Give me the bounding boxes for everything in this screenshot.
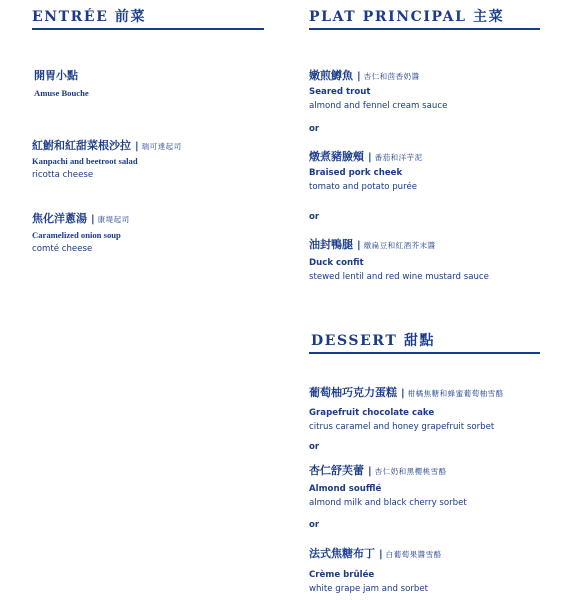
entree-item-1-en: Amuse Bouche (34, 88, 89, 98)
dessert-item-3-en-sub: white grape jam and sorbet (309, 584, 429, 594)
plat-item-1-en: Seared trout (309, 87, 371, 97)
plat-item-3-zh (309, 236, 436, 252)
dessert-item-2-en-sub: almond milk and black cherry sorbet (309, 498, 467, 508)
or-separator: or (309, 520, 320, 530)
separator-bar: | (357, 240, 361, 251)
dish-sub-zh: 杏仁和茴香奶醬 (363, 72, 420, 81)
dessert-item-2-en: Almond soufflé (309, 484, 382, 494)
plat-item-1-zh (309, 67, 420, 83)
dish-sub-zh: 柑橘焦糖和蜂蜜葡萄柚雪酪 (407, 389, 504, 398)
or-separator: or (309, 124, 320, 134)
dessert-item-1-en: Grapefruit chocolate cake (309, 408, 435, 418)
dish-name-zh: 嫩煎鱒魚 (309, 69, 353, 82)
dish-sub-zh: 燉扁豆和紅酒芥末醬 (363, 241, 436, 250)
dish-sub-zh: 瑞可達起司 (141, 142, 182, 151)
dish-name-zh: 燉煮豬臉頰 (309, 150, 364, 163)
dish-sub-zh: 白葡萄果醬雪酪 (385, 550, 442, 559)
separator-bar: | (91, 214, 95, 225)
or-separator: or (309, 212, 320, 222)
dessert-heading: DESSERT 甜點 (311, 333, 436, 349)
entree-item-3-en: Caramelized onion soup (32, 230, 121, 240)
separator-bar: | (368, 152, 372, 163)
dessert-item-1-en-sub: citrus caramel and honey grapefruit sorbet (309, 422, 495, 432)
separator-bar: | (368, 466, 372, 477)
plat-item-2-en: Braised pork cheek (309, 168, 403, 178)
entree-item-3-zh (32, 210, 130, 226)
plat-item-3-en: Duck confit (309, 258, 364, 268)
dish-name-zh: 紅鮒和紅甜菜根沙拉 (32, 139, 131, 152)
dessert-item-2-zh (309, 462, 447, 478)
entree-divider (32, 28, 264, 30)
entree-item-1-zh (34, 67, 78, 83)
dish-name-zh: 開胃小點 (34, 69, 78, 82)
separator-bar: | (357, 71, 361, 82)
dish-name-zh: 焦化洋蔥湯 (32, 212, 87, 225)
entree-item-3-en-sub: comté cheese (32, 244, 93, 254)
or-separator: or (309, 442, 320, 452)
dish-name-zh: 法式焦糖布丁 (309, 547, 375, 560)
dish-name-zh: 杏仁舒芙蕾 (309, 464, 364, 477)
plat-item-2-zh (309, 148, 423, 164)
plat-item-2-en-sub: tomato and potato purée (309, 182, 418, 192)
plat-item-3-en-sub: stewed lentil and red wine mustard sauce (309, 272, 489, 282)
dessert-item-3-zh (309, 545, 442, 561)
entree-item-2-en: Kanpachi and beetroot salad (32, 156, 138, 166)
entree-item-2-zh (32, 137, 182, 153)
separator-bar: | (135, 141, 139, 152)
entree-item-2-en-sub: ricotta cheese (32, 170, 94, 180)
plat-item-1-en-sub: almond and fennel cream sauce (309, 101, 448, 111)
plat-divider (309, 28, 540, 30)
separator-bar: | (401, 388, 405, 399)
dish-name-zh: 油封鴨腿 (309, 238, 353, 251)
entree-heading: ENTRÉE 前菜 (32, 9, 147, 25)
dish-name-zh: 葡萄柚巧克力蛋糕 (309, 386, 397, 399)
separator-bar: | (379, 549, 383, 560)
dessert-divider (309, 352, 540, 354)
plat-heading: PLAT PRINCIPAL 主菜 (309, 9, 505, 25)
dish-sub-zh: 康堤起司 (97, 215, 130, 224)
dessert-item-1-zh (309, 384, 504, 400)
dish-sub-zh: 番茄和洋芋泥 (374, 153, 423, 162)
dish-sub-zh: 杏仁奶和黑櫻桃雪酪 (374, 467, 447, 476)
dessert-item-3-en: Crème brûlée (309, 570, 375, 580)
